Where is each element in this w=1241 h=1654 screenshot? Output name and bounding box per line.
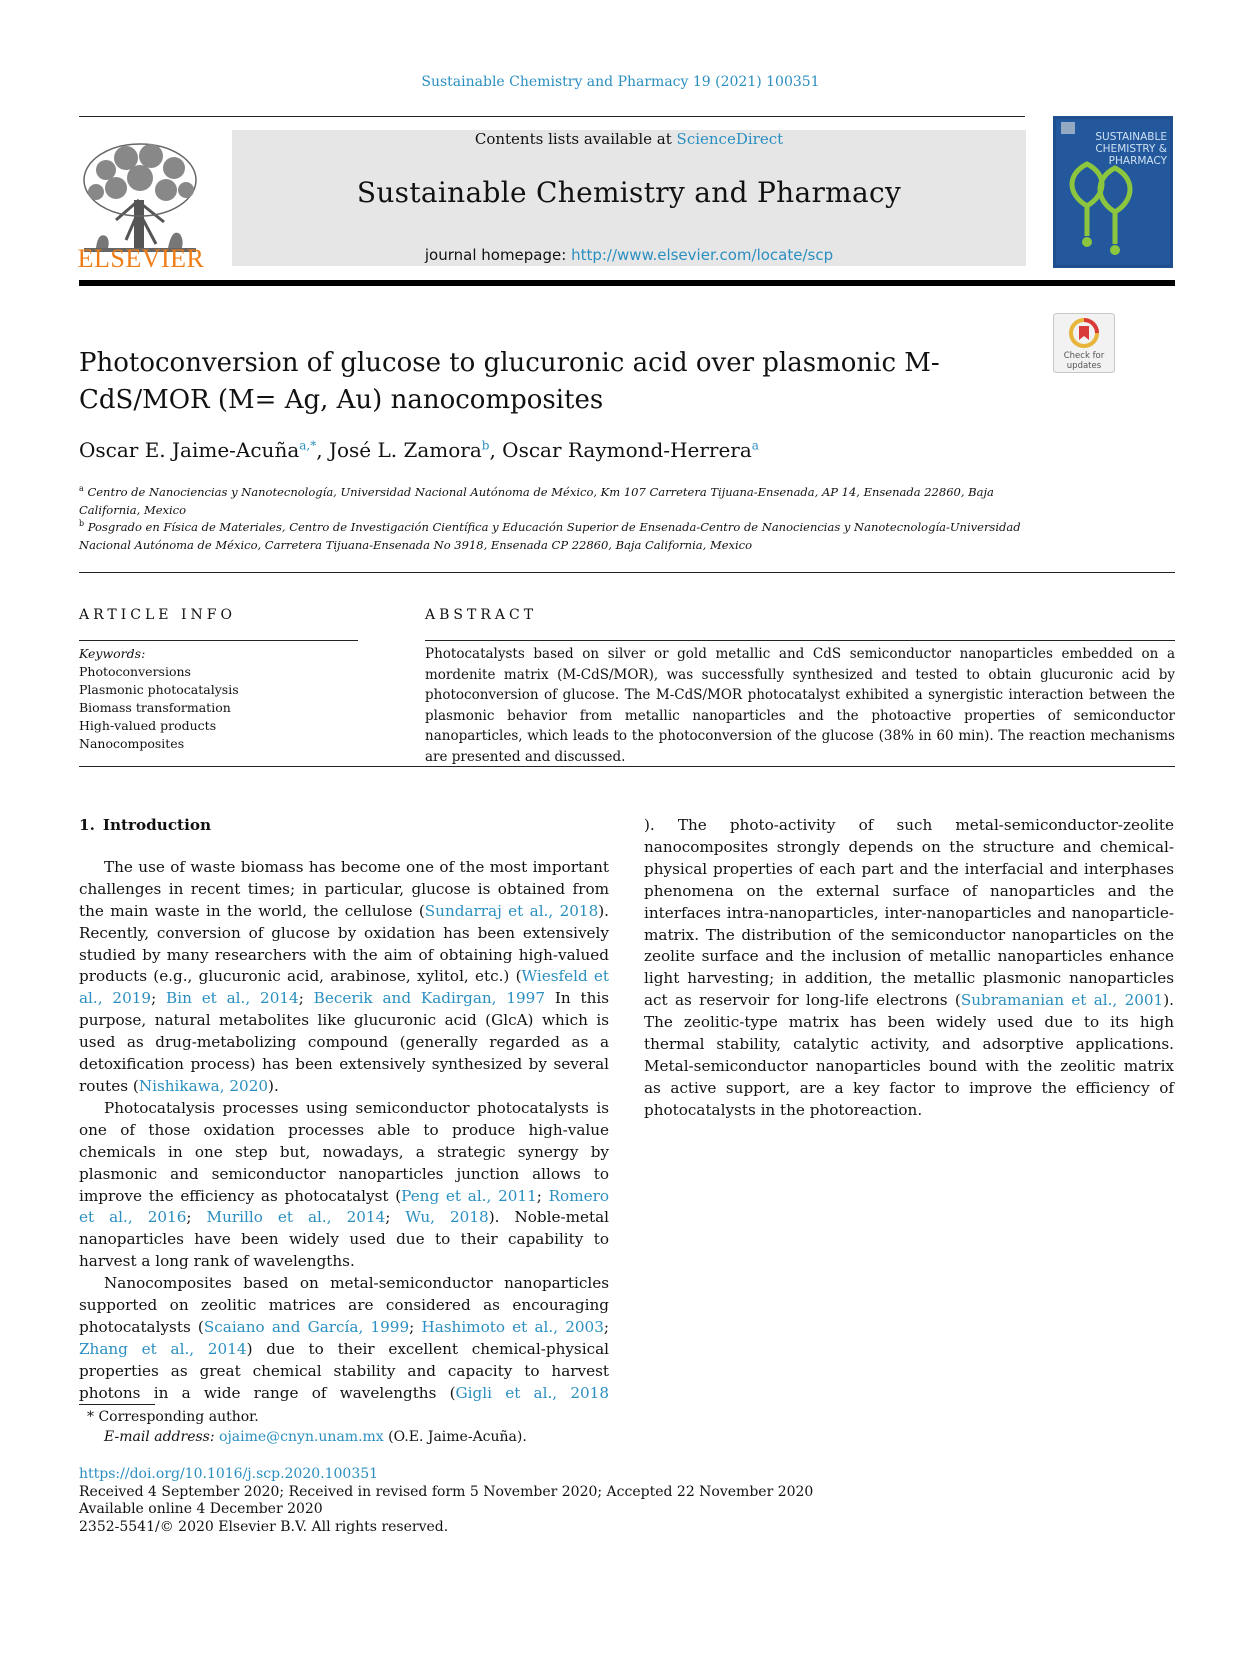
author-separator: , [316, 438, 329, 462]
cover-title-line-1: SUSTAINABLE [1095, 131, 1167, 143]
abstract-heading: ABSTRACT [425, 607, 538, 623]
author-affiliation-mark[interactable]: a [751, 438, 759, 453]
journal-cover-image[interactable] [1053, 116, 1173, 268]
citation-link[interactable]: Peng et al., 2011 [401, 1186, 537, 1205]
affiliation-mark: b [79, 519, 85, 529]
homepage-link[interactable]: http://www.elsevier.com/locate/scp [571, 246, 834, 264]
paragraph-text: ). [268, 1076, 279, 1095]
intro-paragraph-3-continued [644, 815, 1174, 1122]
sciencedirect-link[interactable]: ScienceDirect [676, 130, 784, 148]
journal-title: Sustainable Chemistry and Pharmacy [356, 176, 902, 209]
keywords-label: Keywords: [79, 646, 146, 661]
author-name: Oscar E. Jaime-Acuña [79, 438, 300, 462]
homepage-line [232, 246, 1026, 264]
doi-link[interactable]: https://doi.org/10.1016/j.scp.2020.100351 [79, 1466, 379, 1482]
author-list [79, 438, 1079, 462]
contents-line [232, 130, 1026, 148]
check-for-updates-badge[interactable] [1053, 313, 1115, 373]
email-suffix: (O.E. Jaime-Acuña). [383, 1429, 527, 1445]
keyword-item: Biomass transformation [79, 700, 231, 715]
paragraph-text: In this purpose, natural metabolites like glucuronic acid (GlcA) which is used as drug-metabolizing compound (generally regarded as a detoxification process) has been extensively synthesized by several routes ( [79, 989, 610, 1095]
paragraph-text: ). The zeolitic-type matrix has been widely used due to its high thermal stability, catalytic activity, and adsorptive applications. Metal-semiconductor nanoparticles bound with the zeolitic matrix as active support, are a key factor to improve the efficiency of photocatalysts in the photoreaction. [644, 991, 1174, 1119]
section-rule [79, 766, 1175, 767]
abstract-text: Photocatalysts based on silver or gold metallic and CdS semiconductor nanoparticles embedded on a mordenite matrix (M-CdS/MOR), was successfully synthesized and tested to obtain glucuronic acid by photoconversion of glucose. The M-CdS/MOR photocatalyst exhibited a synergistic interaction between the plasmonic behavior from metallic nanoparticles and the photoactive properties of semiconductor nanoparticles, which leads to the photoconversion of the glucose (38% in 60 min). The reaction mechanisms are presented and discussed. [425, 646, 1175, 765]
author-name: Oscar Raymond-Herrera [502, 438, 752, 462]
elsevier-wordmark: ELSEVIER [77, 244, 205, 273]
check-updates-line-2: updates [1066, 361, 1102, 371]
author-affiliation-mark[interactable]: b [481, 438, 490, 453]
author-name: José L. Zamora [328, 438, 482, 462]
section-title: Introduction [102, 816, 212, 834]
citation-link[interactable]: Subramanian et al., 2001 [960, 991, 1164, 1010]
paragraph-text: ; [409, 1317, 422, 1336]
footnote-rule [79, 1404, 155, 1405]
header-rule [79, 116, 1025, 117]
citation-link[interactable]: Bin et al., 2014 [166, 989, 299, 1008]
author-affiliation-mark[interactable]: a,* [299, 438, 317, 453]
citation-link[interactable]: Romero et al., 2016 [79, 1186, 609, 1227]
section-heading [79, 815, 609, 837]
article-info-rule [79, 640, 358, 641]
cover-title-line-2: CHEMISTRY & [1095, 143, 1167, 155]
article-title: Photoconversion of glucose to glucuronic acid over plasmonic M-CdS/MOR (M= Ag, Au) nanocomposites [79, 348, 940, 415]
affiliation-text: Posgrado en Física de Materiales, Centro de Investigación Científica y Educación Superior de Ensenada-Centro de Nanociencias y Nanotecnología-Universidad Nacional Autónoma de México, Carretera Tijuana-Ensenada No 3918, Ensenada CP 22860, Baja California, Mexico [79, 520, 1021, 552]
paragraph-text: ; [536, 1186, 549, 1205]
citation-link[interactable]: Sundarraj et al., 2018 [424, 901, 599, 920]
received-dates: Received 4 September 2020; Received in revised form 5 November 2020; Accepted 22 November 2020 [79, 1483, 814, 1500]
citation-link[interactable]: Zhang et al., 2014 [79, 1339, 247, 1358]
affiliations [79, 484, 1039, 554]
keyword-item: Plasmonic photocatalysis [79, 682, 239, 697]
citation-link[interactable]: Hashimoto et al., 2003 [421, 1317, 604, 1336]
paragraph-text: ). The photo-activity of such metal-semiconductor-zeolite nanocomposites strongly depends on the structure and chemical-physical properties of each part and the interfacial and interphases phenomena on the external surface of nanoparticles and the interfaces intra-nanoparticles, inter-nanoparticles and nanoparticle-matrix. The distribution of the semiconductor nanoparticles on the zeolite surface and the inclusion of metallic nanoparticles enhance light harvesting; in addition, the metallic plasmonic nanoparticles act as reservoir for long-life electrons ( [644, 816, 1174, 1010]
paragraph-text: ). Noble-metal nanoparticles have been widely used due to their capability to harvest a long rank of wavelengths. [79, 1208, 610, 1271]
keyword-item: Photoconversions [79, 664, 191, 679]
paragraph-text: The use of waste biomass has become one of the most important challenges in recent times; in particular, glucose is obtained from the main waste in the world, the cellulose ( [79, 857, 609, 920]
keyword-item: Nanocomposites [79, 736, 185, 751]
affiliation-mark: a [79, 484, 84, 494]
publication-info [79, 1466, 979, 1536]
affiliation-item [79, 484, 1039, 519]
citation-link[interactable]: Wu, 2018 [405, 1208, 489, 1227]
citation-link[interactable]: Becerik and Kadirgan, 1997 [313, 989, 546, 1008]
header-thick-rule [79, 280, 1175, 286]
contents-prefix: Contents lists available at [474, 130, 677, 148]
keywords-block [79, 645, 358, 753]
article-info-heading: ARTICLE INFO [79, 607, 236, 623]
citation-link[interactable]: Murillo et al., 2014 [206, 1208, 386, 1227]
paragraph-text: ; [186, 1208, 207, 1227]
available-online: Available online 4 December 2020 [79, 1501, 323, 1517]
email-label: E-mail address: [104, 1429, 215, 1445]
affiliation-item [79, 519, 1039, 554]
paragraph-text: ; [151, 989, 167, 1008]
footnotes [79, 1407, 779, 1447]
email-note [79, 1427, 779, 1447]
paragraph-text: ; [298, 989, 314, 1008]
author-separator: , [489, 438, 503, 462]
citation-link[interactable]: Nishikawa, 2020 [138, 1076, 269, 1095]
homepage-prefix: journal homepage: [424, 246, 572, 264]
body-column-left [79, 815, 609, 1405]
corresponding-author-note: * Corresponding author. [87, 1409, 259, 1425]
affiliation-text: Centro de Nanociencias y Nanotecnología, Universidad Nacional Autónoma de México, Km 107 Carretera Tijuana-Ensenada, AP 14, Ensenada 22860, Baja California, Mexico [79, 485, 994, 517]
citation-link[interactable]: Gigli et al., 2018 [455, 1383, 609, 1402]
section-number: 1. [79, 816, 95, 834]
abstract-rule [425, 640, 1175, 641]
paragraph-text: Nanocomposites based on metal-semiconductor nanoparticles supported on zeolitic matrices are considered as encouraging photocatalysts ( [79, 1274, 609, 1336]
section-rule [79, 572, 1175, 573]
journal-citation[interactable]: Sustainable Chemistry and Pharmacy 19 (2021) 100351 [421, 74, 820, 90]
cover-title-line-3: PHARMACY [1108, 155, 1167, 167]
keyword-item: High-valued products [79, 718, 217, 733]
paragraph-text: ; [603, 1317, 609, 1336]
check-updates-line-1: Check for [1063, 351, 1105, 361]
citation-link[interactable]: Wiesfeld et al., 2019 [79, 967, 609, 1008]
paragraph-text: ) due to their excellent chemical-physical properties as great chemical stability and capacity to harvest photons in a wide range of wavelengths ( [79, 1339, 609, 1402]
email-link[interactable]: ojaime@cnyn.unam.mx [219, 1429, 384, 1445]
copyright: 2352-5541/© 2020 Elsevier B.V. All rights reserved. [79, 1518, 449, 1535]
paragraph-text: ; [385, 1208, 406, 1227]
intro-paragraph-2 [79, 1098, 609, 1273]
paragraph-text: ). Recently, conversion of glucose by oxidation has been extensively studied by many researchers with the aim of obtaining high-valued products (e.g., glucuronic acid, arabinose, xylitol, etc.) ( [79, 901, 609, 986]
body-column-right [644, 815, 1174, 1122]
paragraph-text: Photocatalysis processes using semiconductor photocatalysts is one of those oxidation processes able to produce high-value chemicals in one step but, nowadays, a strategic synergy by plasmonic and semiconductor nanoparticles junction allows to improve the efficiency as photocatalyst ( [79, 1098, 609, 1205]
citation-link[interactable]: Scaiano and García, 1999 [203, 1317, 410, 1336]
intro-paragraph-3 [79, 1273, 609, 1404]
intro-paragraph-1 [79, 857, 609, 1098]
